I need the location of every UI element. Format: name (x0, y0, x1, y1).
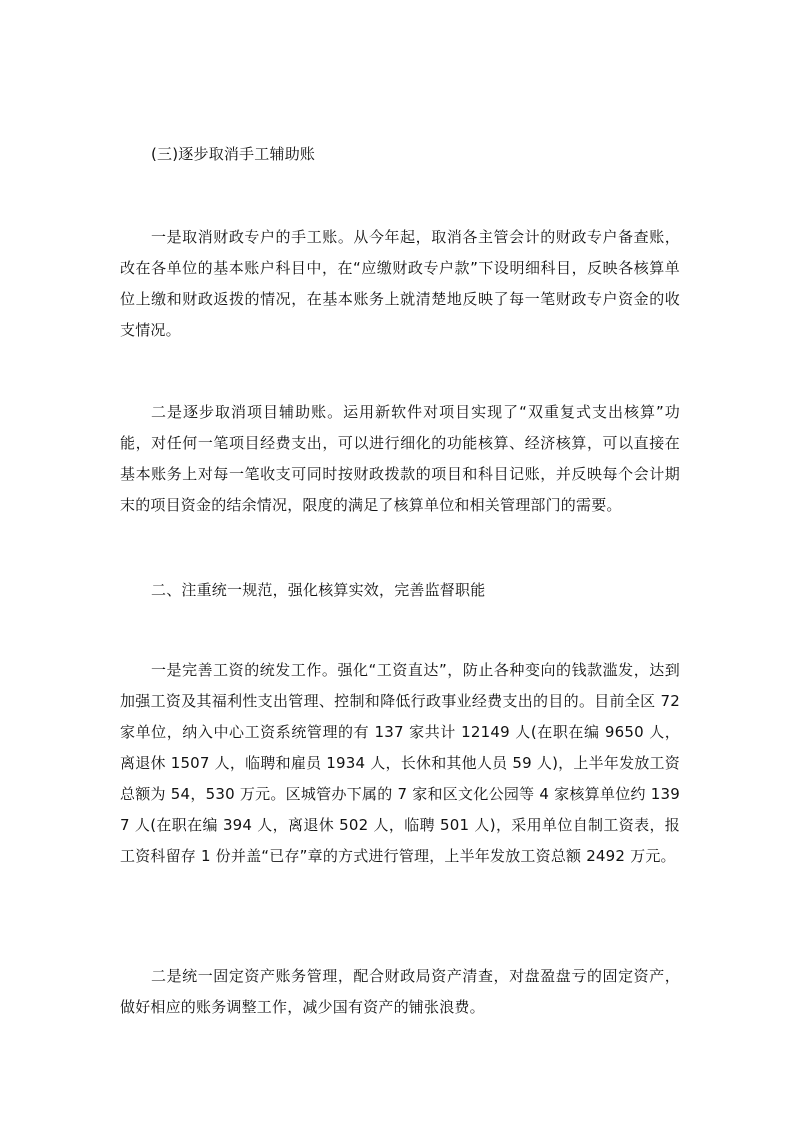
paragraph-cancel-project-ledger: 二是逐步取消项目辅助账。运用新软件对项目实现了“双重复式支出核算”功能，对任何一笔项目经费支出，可以进行细化的功能核算、经济核算，可以直接在基本账务上对每一笔收支可同时按财政拨款的项目和科目记账，并反映每个会计期末的项目资金的结余情况，限度的满足了核算单位和相关管理部门的需要。 (120, 403, 680, 514)
paragraph-salary-distribution: 一是完善工资的统发工作。强化“工资直达”，防止各种变向的钱款滥发，达到加强工资及其福利性支出管理、控制和降低行政事业经费支出的目的。目前全区 72 家单位，纳入中心工资系统管理的有 137 家共计 12149 人(在职在编 9650 人，离退休 1507 人，临聘和雇员 1934 人，长休和其他人员 59 人)，上半年发放工资总额为 54，530 万元。区城管办下属的 7 家和区文化公园等 4 家核算单位约 1397 人(在职在编 394 人，离退休 502 人，临聘 501 人)，采用单位自制工资表，报工资科留存 1 份并盖“已存”章的方式进行管理，上半年发放工资总额 2492 万元。 (120, 661, 680, 865)
section-heading-gradual-cancel: (三)逐步取消手工辅助账 (151, 145, 316, 163)
paragraph-cancel-special-account: 一是取消财政专户的手工账。从今年起，取消各主管会计的财政专户备查账，改在各单位的基本账户科目中，在“应缴财政专户款”下设明细科目，反映各核算单位上缴和财政返拨的情况，在基本账务上就清楚地反映了每一笔财政专户资金的收支情况。 (120, 228, 680, 339)
paragraph-fixed-assets: 二是统一固定资产账务管理，配合财政局资产清查，对盘盈盘亏的固定资产，做好相应的账务调整工作，减少国有资产的铺张浪费。 (120, 967, 680, 1016)
section-heading-unify-standards: 二、注重统一规范，强化核算实效，完善监督职能 (151, 581, 486, 599)
